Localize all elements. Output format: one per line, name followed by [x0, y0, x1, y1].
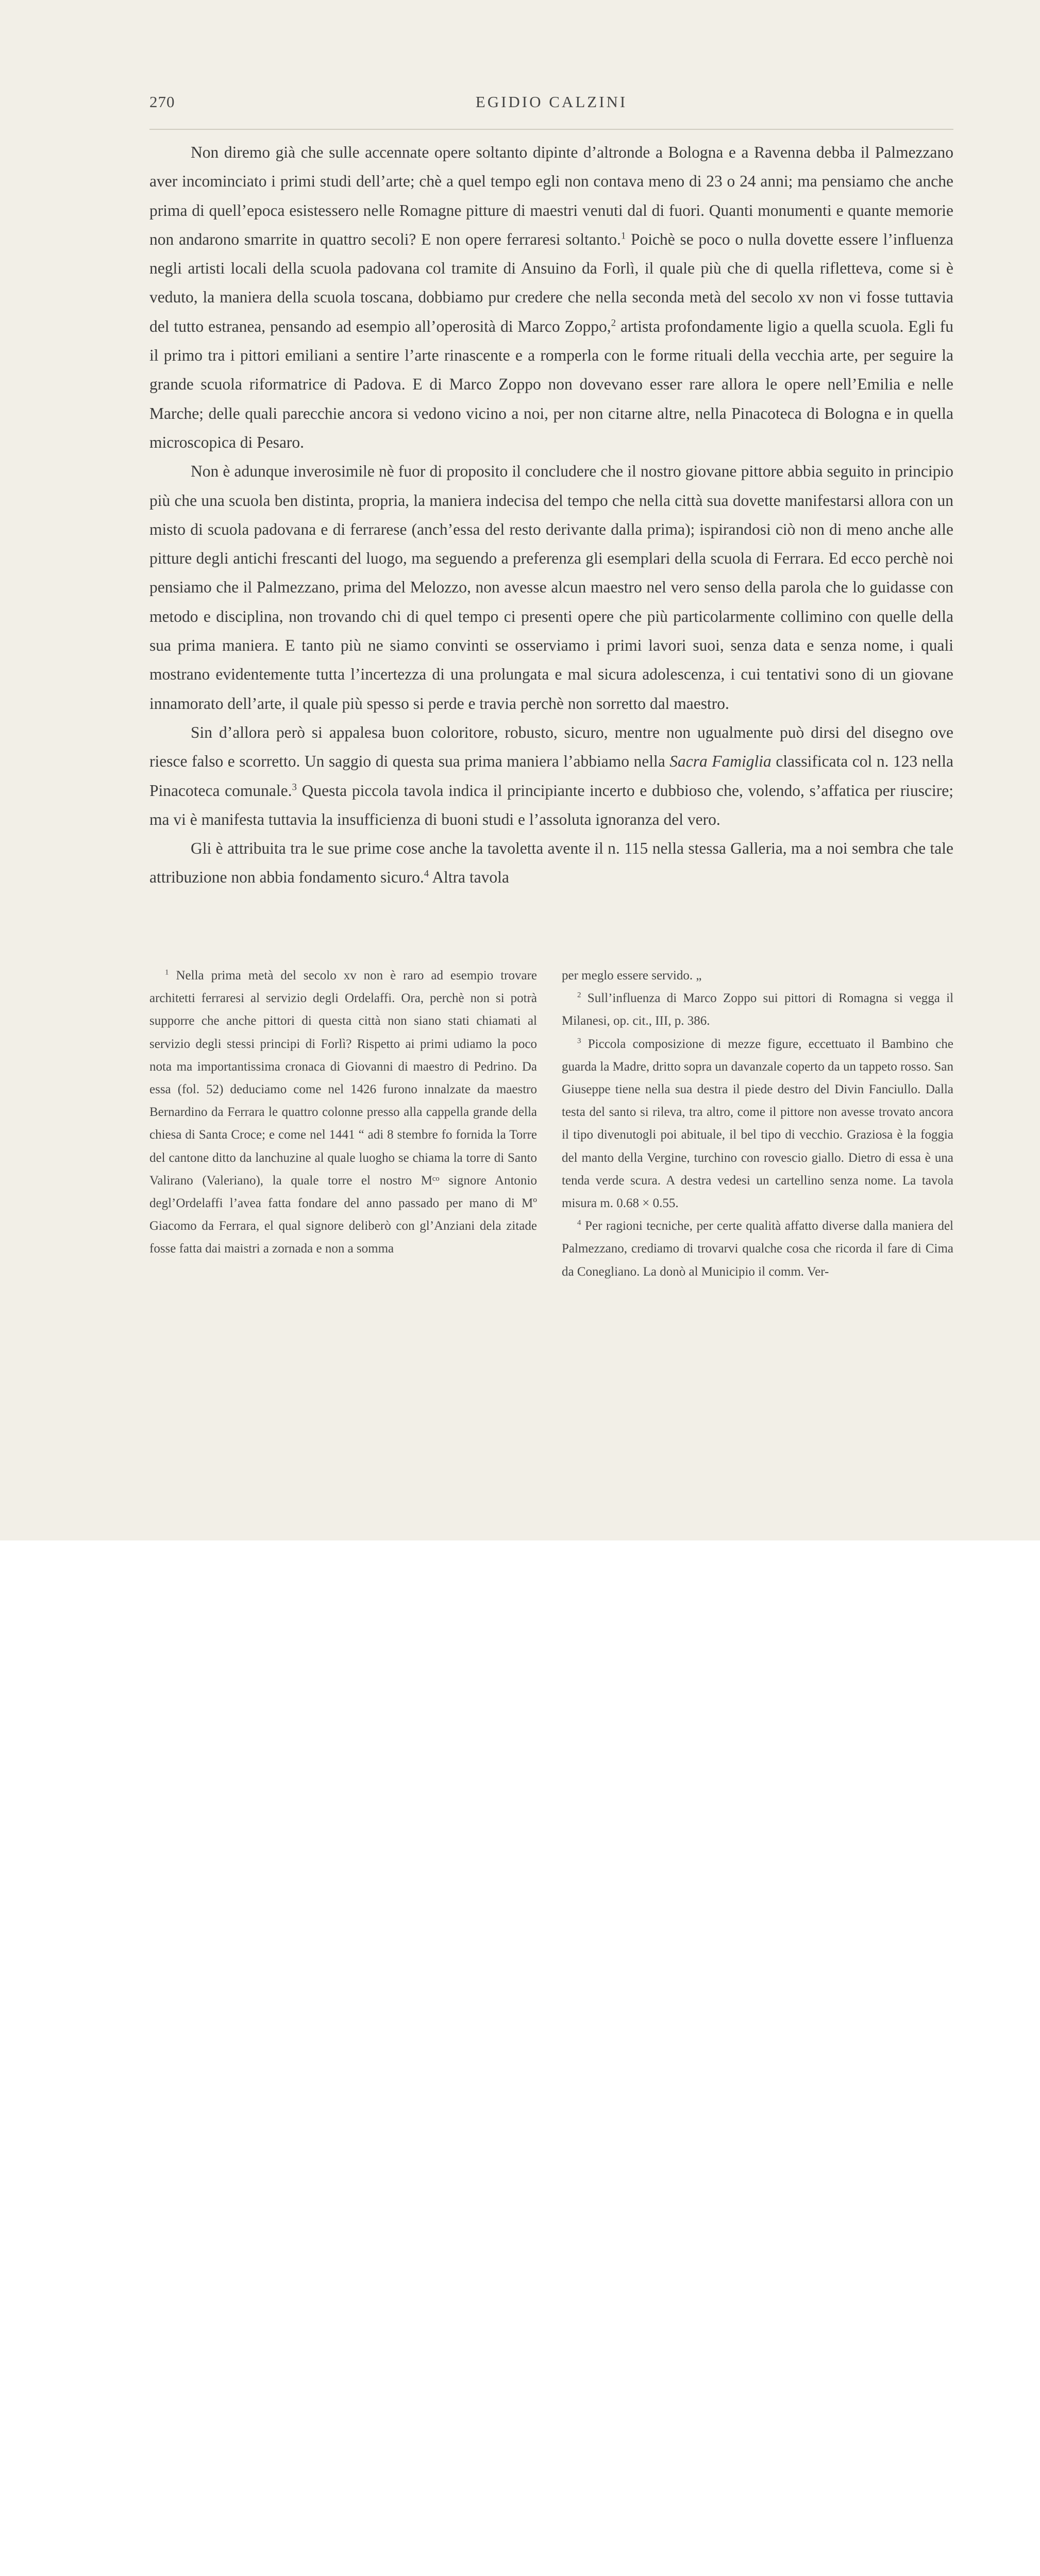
paragraph-1-text: Non diremo già che sulle accennate opere soltanto dipinte d’altronde a Bologna e a Ravenna debba il Palmezzano aver incominciato i primi studi dell’arte; chè a quel tempo egli non contava meno di 23 o 24 anni; ma pensiamo che anche prima di quell’epoca esistessero nelle Romagne pitture di maestri venuti dal di fuori. Quanti monumenti e quante memorie non andarono smarrite in quattro secoli? E non opere ferraresi soltanto.	[149, 143, 953, 248]
footnote-4-mark: 4	[577, 1218, 581, 1227]
paragraph-4-text-b: Altra tavola	[432, 868, 509, 887]
running-head	[149, 93, 953, 118]
paragraph-3-text-c: Questa piccola tavola indica il principiante incerto e dubbioso che, volendo, s’affatica per riuscire; ma vi è manifesta tuttavia la insufficienza di buoni studi e l’assoluta ignoranza del vero.	[149, 781, 954, 828]
paragraph-3-text: Sin d’allora però si appalesa buon coloritore, robusto, sicuro, mentre non ugualmente può dirsi del disegno ove riesce falso e scorretto. Un saggio di questa sua prima maniera l’abbiamo nella	[149, 723, 953, 771]
footnote-3	[562, 1033, 953, 1215]
page-number: 270	[149, 93, 175, 111]
footer-bar	[0, 1540, 1040, 1634]
paragraph-1-text-c: artista profondamente ligio a quella scuola. Egli fu il primo tra i pittori emiliani a sentire l’arte rinascente e a romperla con le forme rituali della vecchia arte, per seguire la grande scuola riformatrice di Padova. E di Marco Zoppo non dovevano esser rare allora le opere nell’Emilia e nelle Marche; delle quali parecchie ancora si vedono vicino a noi, per non citarne altre, nella Pinacoteca di Bologna e in quella microscopica di Pesaro.	[149, 317, 953, 451]
paragraph-4-text: Gli è attribuita tra le sue prime cose anche la tavoletta avente il n. 115 nella stessa Galleria, ma a noi sembra che tale attribuzione non abbia fondamento sicuro.	[149, 839, 953, 887]
paragraph-2	[149, 457, 953, 718]
footnote-3-mark: 3	[577, 1037, 581, 1045]
footnote-4-text: Per ragioni tecniche, per certe qualità affatto diverse dalla maniera del Palmezzano, crediamo di trovarvi qualche cosa che ricorda il fare di Cima da Conegliano. La donò al Municipio il comm. Ver-	[562, 1219, 953, 1279]
footnote-ref-2: 2	[611, 317, 616, 329]
footnote-1	[149, 964, 537, 1261]
footnote-3-text: Piccola composizione di mezze figure, eccettuato il Bambino che guarda la Madre, dritto sopra un davanzale coperto da un tappeto rosso. San Giuseppe tiene nella sua destra il piede destro del Divin Fanciullo. Dalla testa del santo si rileva, tra altro, come il pittore non avesse trovato ancora il tipo divenutogli poi abituale, il bel tipo di vecchio. Graziosa è la foggia del manto della Vergine, turchino con rovescio giallo. Dietro di essa è una tenda verde scura. A destra vedesi un cartellino senza nome. La tavola misura m. 0.68 × 0.55.	[562, 1037, 954, 1211]
footnotes-left-column	[149, 964, 537, 1261]
paragraph-1-text-b: Poichè se poco o nulla dovette essere l’influenza negli artisti locali della scuola padovana col tramite di Ansuino da Forlì, il quale più che di quella rifletteva, come si è veduto, la maniera della scuola toscana, dobbiamo pur credere che nella seconda metà del secolo xv non vi fosse tuttavia del tutto estranea, pensando ad esempio all’operosità di Marco Zoppo,	[149, 230, 953, 335]
footnote-4	[562, 1215, 953, 1283]
running-title: EGIDIO CALZINI	[475, 93, 628, 111]
main-text	[149, 138, 953, 892]
footnote-ref-4: 4	[424, 868, 429, 879]
paragraph-3	[149, 718, 953, 834]
footnote-1-text: Nella prima metà del secolo xv non è raro ad esempio trovare architetti ferraresi al servizio degli Ordelaffi. Ora, perchè non si potrà supporre che anche pittori di questa città non siano stati chiamati al servizio degli stessi principi di Forlì? Rispetto ai primi udiamo la poco nota ma importantissima cronaca di Giovanni di maestro di Pedrino. Da essa (fol. 52) deduciamo come nel 1426 furono innalzate da maestro Bernardino da Ferrara le quattro colonne presso alla cappella grande della chiesa di Santa Croce; e come nel 1441 “ adi 8 stembre fo fornida la Torre del cantone ditto da lanchuzine al quale luogho se chiama la torre di Santo Valirano (Valeriano), la quale torre el nostro Mᶜᵒ signore Antonio degl’Ordelaffi l’avea fatta fondare del anno passado per mano di Mº Giacomo da Ferrara, el qual signore deliberò con gl’Anziani dela zitade fosse fatta dai maistri a zornada e non a somma	[149, 969, 537, 1256]
paragraph-4	[149, 834, 953, 892]
footnote-2-text: Sull’influenza di Marco Zoppo sui pittori di Romagna si vegga il Milanesi, op. cit., III, p. 386.	[562, 991, 954, 1028]
footnote-ref-1: 1	[620, 230, 626, 242]
paragraph-1	[149, 138, 953, 457]
header-rule	[149, 129, 953, 130]
paragraph-2-text: Non è adunque inverosimile nè fuor di proposito il concludere che il nostro giovane pittore abbia seguito in principio più che una scuola ben distinta, propria, la maniera indecisa del tempo che nella città sua dovette manifestarsi allora con un misto di scuola padovana e di ferrarese (anch’essa del resto derivante dalla prima); ispirandosi ciò non di meno anche alle pitture degli antichi frescanti del luogo, ma seguendo a preferenza gli esemplari della scuola di Ferrara. Ed ecco perchè noi pensiamo che il Palmezzano, prima del Melozzo, non avesse alcun maestro nel vero senso della parola che lo guidasse con metodo e disciplina, non trovando chi di quel tempo ci presenti opere che più particolarmente collimino con quelle della sua prima maniera. E tanto più ne siamo convinti se osserviamo i primi lavori suoi, senza data e senza nome, i quali mostrano evidentemente tutta l’incertezza di una prolungata e mal sicura adolescenza, i cui tentativi sono di un giovane innamorato dell’arte, il quale più spesso si perde e travia perchè non sorretto dal maestro.	[149, 462, 953, 713]
footnote-1-mark: 1	[165, 968, 169, 977]
footnote-2	[562, 987, 953, 1032]
footnotes-right-column	[562, 964, 953, 1283]
paragraph-3-text-b: classificata col n. 123 nella Pinacoteca comunale.	[149, 752, 954, 800]
footnote-2-mark: 2	[577, 991, 581, 999]
footnote-1-continuation: per meglo essere servido. „	[562, 969, 702, 982]
artwork-title: Sacra Famiglia	[669, 752, 771, 771]
footnote-ref-3: 3	[292, 782, 297, 793]
